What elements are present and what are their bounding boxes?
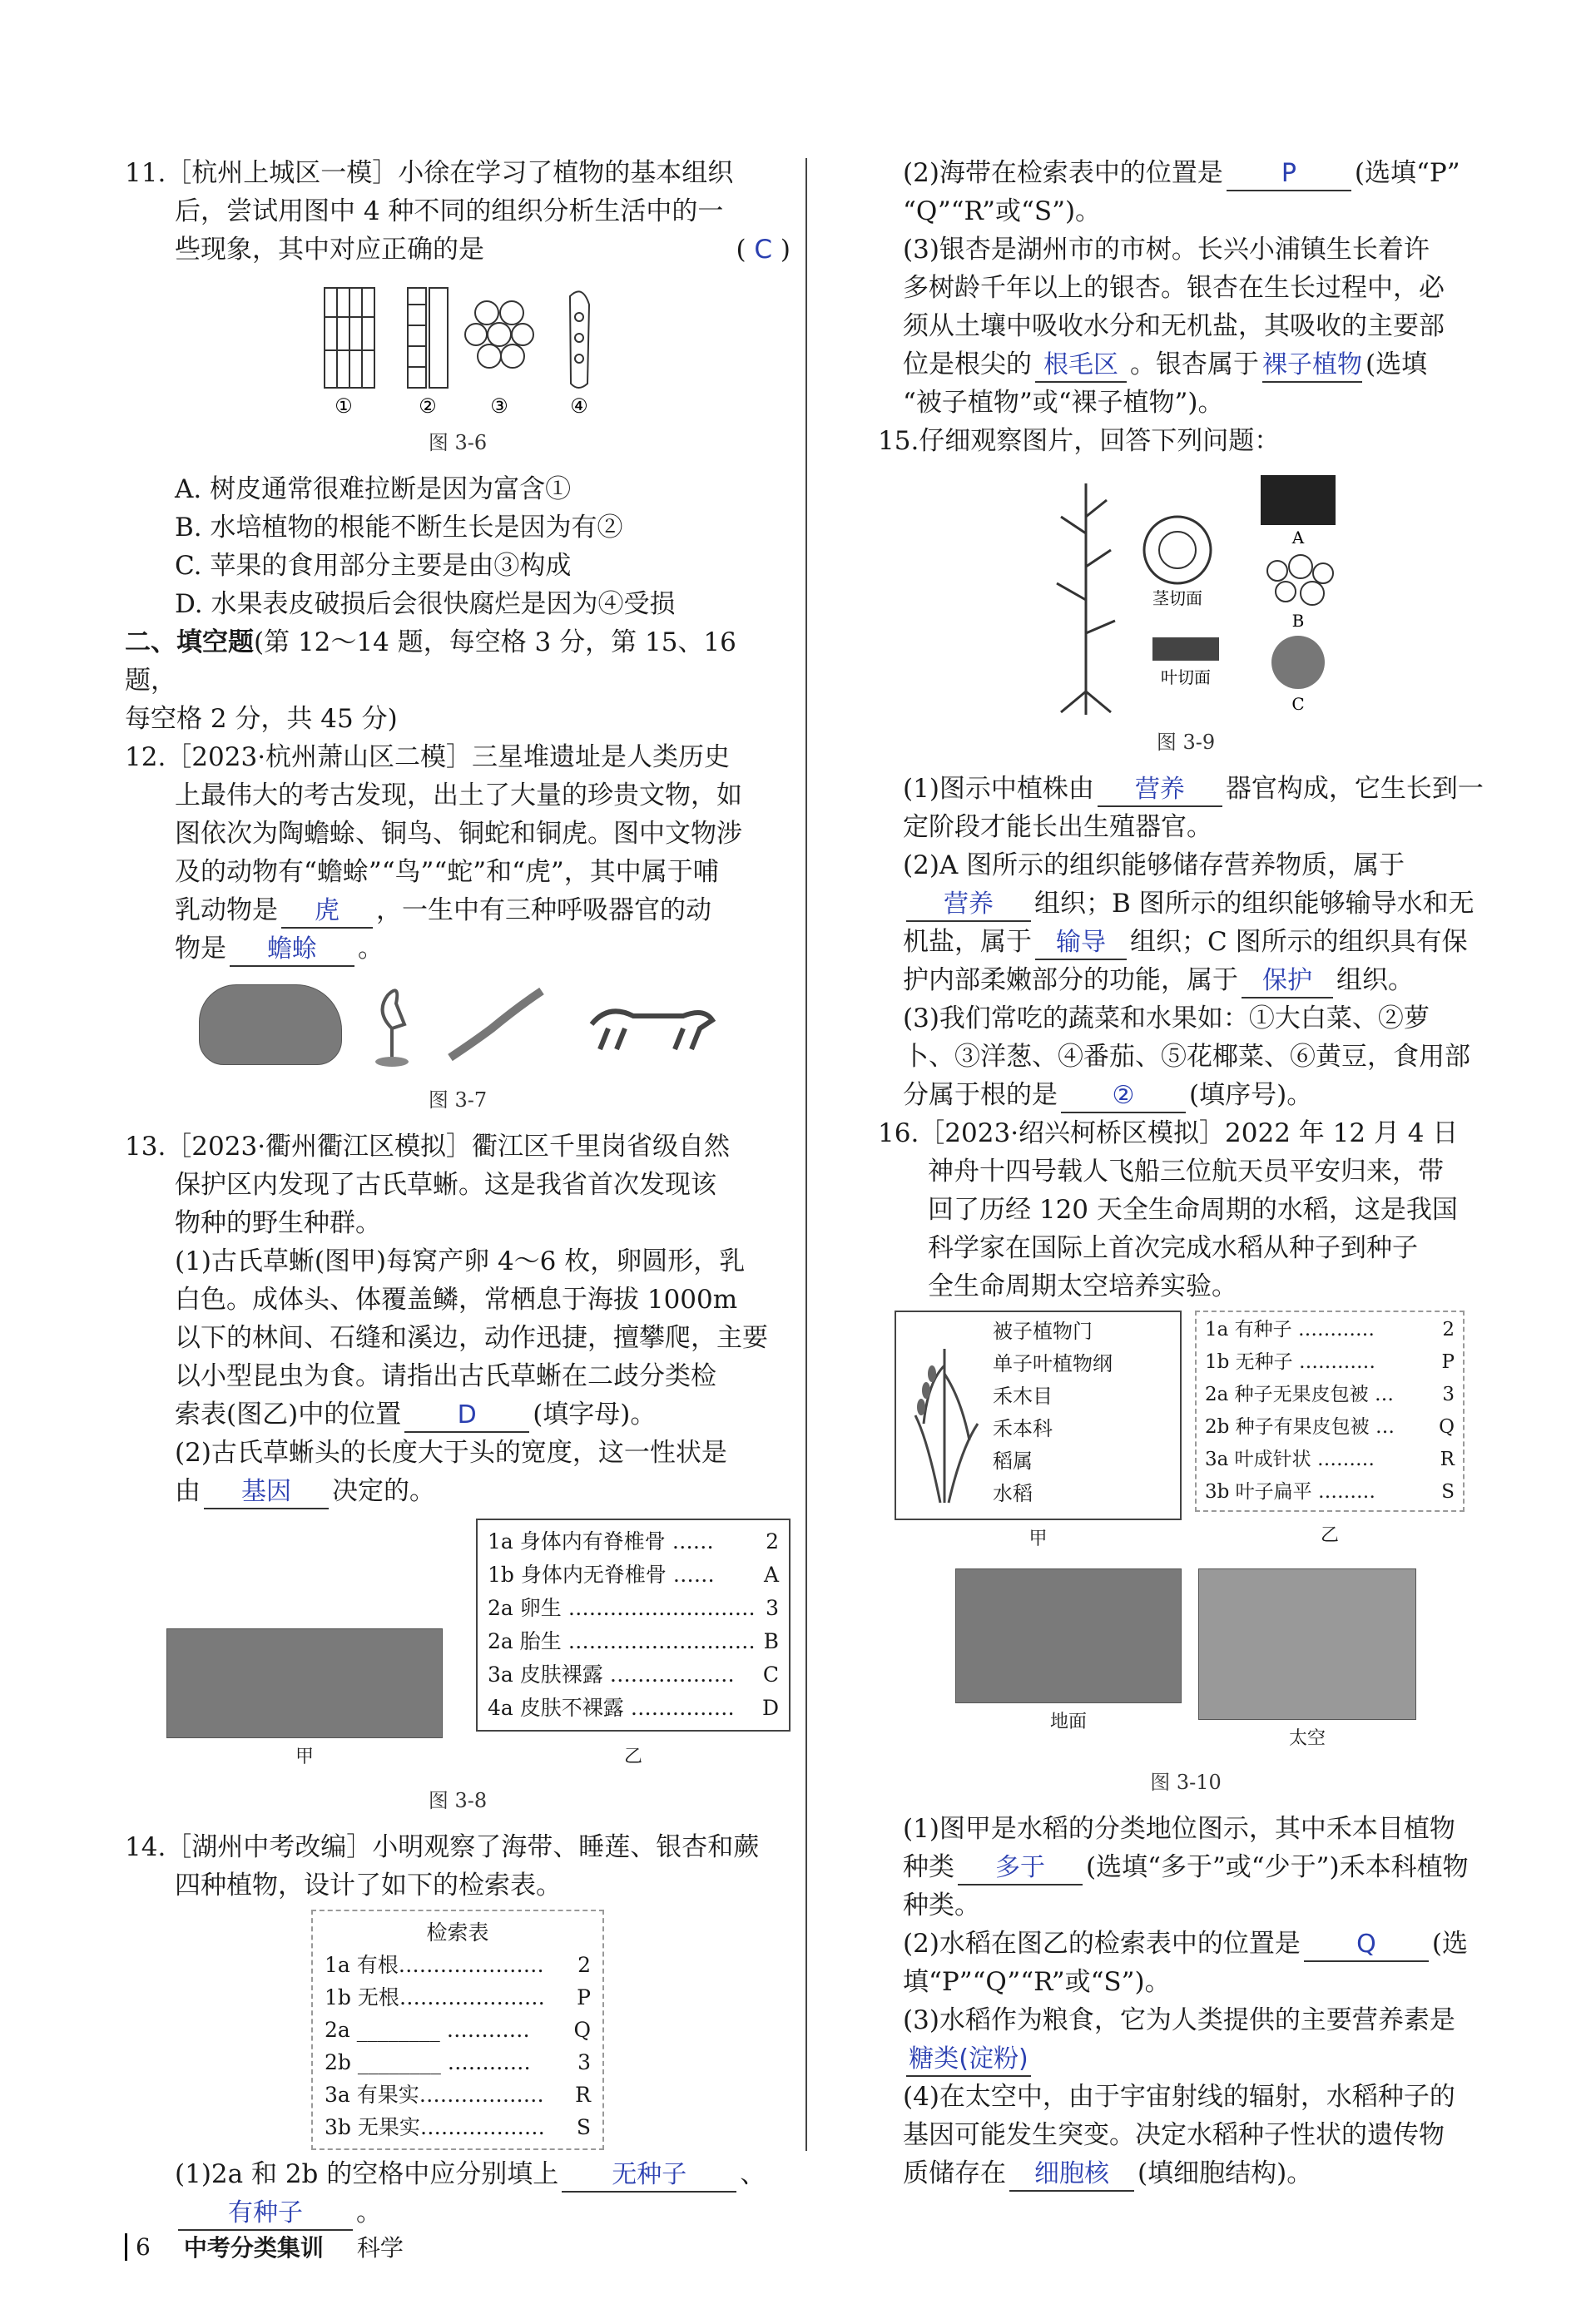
plant-section-diagram (1011, 467, 1361, 716)
q16-line: 科学家在国际上首次完成水稻从种子到种子 (928, 1233, 1418, 1263)
figure-3-7 (125, 974, 791, 1074)
taxon-class: 单子叶植物纲 (993, 1352, 1113, 1375)
fig-label: ② (419, 394, 437, 417)
question-15 (878, 422, 1494, 1114)
key-row: 1b 身体内无脊椎骨 …… A (488, 1563, 779, 1587)
page-number: 6 (125, 2233, 151, 2261)
answer-blank: Q (1304, 1929, 1429, 1962)
q13-line: 由 基因 决定的。 (125, 1472, 791, 1510)
q11-stem-line: 后，尝试用图中 4 种不同的组织分析生活中的一 (175, 196, 724, 226)
answer-blank: 虎 (281, 895, 373, 929)
figure-3-6 (125, 275, 791, 417)
figure-caption: 图 3-7 (428, 1088, 488, 1112)
q11-stem-line: 11.［杭州上城区一模］小徐在学习了植物的基本组织 (125, 158, 734, 188)
section-heading: 二、填空题(第 12～14 题，每空格 3 分，第 15、16 题， (125, 627, 736, 696)
pottery-toad-image (199, 984, 342, 1065)
taxon-genus: 稻属 (993, 1449, 1033, 1473)
question-13 (125, 1127, 791, 1820)
q16-line: 基因可能发生突变。决定水稻种子性状的遗传物 (903, 2120, 1445, 2150)
taxon-phylum: 被子植物门 (993, 1320, 1093, 1343)
key-row: 2a 卵生 ……………………… 3 (488, 1596, 779, 1620)
q16-line: 填“P”“Q”“R”或“S”)。 (903, 1967, 1171, 1997)
q16-line (878, 2039, 1494, 2078)
q14-line: (3)银杏是湖州市的市树。长兴小浦镇生长着许 (903, 235, 1430, 265)
answer-blank: 糖类(淀粉) (906, 2044, 1031, 2077)
question-14-continued (878, 154, 1494, 422)
taxon-family: 禾本科 (993, 1417, 1053, 1440)
section-fill-in (125, 623, 791, 738)
q14-line: 有种子 。 (125, 2193, 791, 2232)
answer-blank: 基因 (204, 1476, 329, 1509)
answer-blank: 营养 (906, 889, 1031, 922)
q16-line: 回了历经 120 天全生命周期的水稻，这是我国 (928, 1195, 1458, 1225)
q15-line: 卜、③洋葱、④番茄、⑤花椰菜、⑥黄豆，食用部 (903, 1042, 1470, 1072)
key-row: 1a 身体内有脊椎骨 …… 2 (488, 1529, 779, 1553)
plant-tissue-drawings (291, 280, 624, 417)
book-title: 中考分类集训 (183, 2234, 324, 2262)
key-row: 2b ________ ………… 3 (325, 2050, 591, 2074)
answer-blank: 营养 (1098, 774, 1222, 807)
fig-label-a: A (1291, 528, 1305, 548)
ground-rice-photo (955, 1568, 1182, 1703)
fig-label-b: B (1291, 611, 1305, 631)
q12-line: 图依次为陶蟾蜍、铜鸟、铜蛇和铜虎。图中文物涉 (175, 819, 742, 849)
q15-line: (2)A 图所示的组织能够储存营养物质，属于 (903, 850, 1405, 880)
fig-label-c: C (1291, 694, 1305, 714)
figure-3-10-top (895, 1311, 1494, 1558)
q13-line: (2)古氏草蜥头的长度大于头的宽度，这一性状是 (175, 1438, 727, 1468)
rice-plant-drawing (903, 1316, 986, 1507)
q11-option-c: C. 苹果的食用部分主要是由③构成 (175, 551, 572, 581)
q11-option-b: B. 水培植物的根能不断生长是因为有② (175, 513, 623, 543)
q14-line: 14.［湖州中考改编］小明观察了海带、睡莲、银杏和蕨 (125, 1832, 760, 1862)
label-space: 太空 (1288, 1728, 1326, 1749)
bronze-bird-image (367, 979, 417, 1070)
key-row: 2a 胎生 ……………………… B (488, 1629, 779, 1653)
q14-line: “被子植物”或“裸子植物”)。 (903, 388, 1224, 418)
label-jia: 甲 (1028, 1529, 1048, 1549)
q15-line: (1)图示中植株由 营养 器官构成，它生长到一 (878, 770, 1494, 808)
q15-line: 分属于根的是 ② (填序号)。 (878, 1076, 1494, 1114)
q15-stem: 15.仔细观察图片，回答下列问题： (878, 426, 1281, 456)
key-row: 2a 种子无果皮包被 … 3 (1205, 1384, 1455, 1405)
q13-line: 白色。成体头、体覆盖鳞，常栖息于海拔 1000m (175, 1285, 738, 1315)
key-row: 1a 有根………………… 2 (325, 1953, 591, 1977)
key-row: 3b 叶子扁平 ……… S (1205, 1481, 1455, 1503)
q11-stem-line: 些现象，其中对应正确的是 ( C ) (175, 235, 791, 265)
figure-3-8 (125, 1519, 791, 1776)
q14-line: 位是根尖的 根毛区 。银杏属于 裸子植物 (选填 (878, 345, 1494, 384)
figure-3-9 (878, 467, 1494, 716)
q13-line: 物种的野生种群。 (175, 1208, 381, 1238)
key-table (311, 1910, 604, 2150)
answer-blank: 根毛区 (1035, 349, 1127, 383)
q13-line: 以小型昆虫为食。请指出古氏草蜥在二歧分类检 (175, 1361, 716, 1391)
q16-line: 种类 多于 (选填“多于”或“少于”)禾本科植物 (878, 1848, 1494, 1886)
right-column (878, 154, 1494, 2193)
fig-label: ③ (490, 394, 508, 417)
bronze-snake-image (442, 983, 550, 1066)
q12-line: 及的动物有“蟾蜍”“鸟”“蛇”和“虎”，其中属于哺 (175, 857, 719, 887)
bronze-tiger-image (575, 991, 716, 1058)
fig-label: ④ (570, 394, 588, 417)
answer-blank: 裸子植物 (1262, 349, 1362, 383)
key-row: 1b 无种子 ………… P (1205, 1351, 1455, 1373)
q14-line: (2)海带在检索表中的位置是 P (选填“P” (878, 154, 1494, 192)
stem-section-label: 茎切面 (1152, 588, 1202, 608)
key-row: 2b 种子有果皮包被 … Q (1205, 1416, 1455, 1438)
key-title: 检索表 (426, 1920, 489, 1945)
left-column (125, 154, 791, 2232)
figure-caption: 图 3-8 (428, 1789, 488, 1812)
q16-line: (4)在太空中，由于宇宙射线的辐射，水稻种子的 (903, 2082, 1455, 2112)
q16-line: 全生命周期太空培养实验。 (928, 1271, 1237, 1301)
q16-line: 种类。 (903, 1890, 980, 1920)
space-rice-photo (1198, 1568, 1416, 1720)
subject-label: 科学 (356, 2234, 404, 2262)
q12-line: 物是 蟾蜍 。 (125, 929, 791, 968)
taxon-order: 禾木目 (993, 1385, 1053, 1408)
leaf-section-label: 叶切面 (1161, 667, 1211, 687)
key-row: 4a 皮肤不裸露 …………… D (488, 1696, 779, 1720)
answer-blank: ② (1061, 1080, 1186, 1113)
q15-line: 护内部柔嫩部分的功能，属于 保护 组织。 (878, 961, 1494, 999)
answer-blank: 蟾蜍 (230, 934, 354, 967)
question-14 (125, 1828, 791, 2232)
q15-line: 机盐，属于 输导 组织；C 图所示的组织具有保 (878, 923, 1494, 961)
key-row: 3a 有果实……………… R (325, 2083, 591, 2107)
q16-line: (1)图甲是水稻的分类地位图示，其中禾本目植物 (903, 1814, 1455, 1844)
column-divider (805, 158, 807, 2151)
figure-caption: 图 3-6 (428, 431, 488, 454)
label-yi: 乙 (1320, 1525, 1339, 1546)
key-row: 3b 无果实……………… S (325, 2115, 591, 2139)
question-11 (125, 154, 791, 623)
question-16 (878, 1114, 1494, 2193)
question-12 (125, 738, 791, 1119)
q15-line: 定阶段才能长出生殖器官。 (903, 812, 1212, 842)
answer-blank: 有种子 (178, 2198, 353, 2231)
q13-line: 索表(图乙)中的位置 D (填字母)。 (125, 1395, 791, 1434)
q14-line: “Q”“R”或“S”)。 (903, 196, 1102, 226)
answer-blank: 细胞核 (1009, 2158, 1134, 2192)
q11-option-d: D. 水果表皮破损后会很快腐烂是因为④受损 (175, 589, 676, 619)
key-row: 3a 皮肤裸露 ……………… C (488, 1662, 779, 1687)
q12-line: 12.［2023·杭州萧山区二模］三星堆遗址是人类历史 (125, 742, 731, 772)
answer-blank: 多于 (958, 1852, 1083, 1885)
answer-blank: D (404, 1400, 529, 1433)
key-row: 3a 叶成针状 ……… R (1205, 1449, 1455, 1470)
page-footer (125, 2230, 404, 2263)
dichotomous-key-table (476, 1519, 791, 1732)
q16-line: (3)水稻作为粮食，它为人类提供的主要营养素是 (903, 2005, 1455, 2035)
q14-line: 多树龄千年以上的银杏。银杏在生长过程中，必 (903, 273, 1445, 303)
lizard-photo (166, 1628, 443, 1738)
q11-answer: C (754, 235, 773, 265)
q15-line: 营养 组织；B 图所示的组织能够输导水和无 (878, 885, 1494, 923)
answer-blank: 输导 (1035, 927, 1127, 960)
figure-3-10-bottom (878, 1568, 1494, 1758)
key-row: 2a ________ ………… Q (325, 2018, 591, 2042)
key-row: 1b 无根………………… P (325, 1985, 591, 2009)
label-ground: 地面 (1049, 1712, 1087, 1732)
q15-line: (3)我们常吃的蔬菜和水果如：①大白菜、②萝 (903, 1003, 1430, 1033)
q16-line: 神舟十四号载人飞船三位航天员平安归来，带 (928, 1157, 1444, 1187)
q13-line: 以下的林间、石缝和溪边，动作迅捷，擅攀爬，主要 (175, 1323, 768, 1353)
q14-line: 四种植物，设计了如下的检索表。 (175, 1871, 562, 1900)
label-yi: 乙 (623, 1747, 642, 1767)
answer-blank: 无种子 (562, 2159, 736, 2193)
rice-taxonomy-box (895, 1311, 1182, 1520)
q12-line: 上最伟大的考古发现，出土了大量的珍贵文物，如 (175, 780, 742, 810)
figure-caption: 图 3-10 (1150, 1771, 1222, 1794)
figure-caption: 图 3-9 (1156, 731, 1216, 754)
fig-label: ① (335, 394, 353, 417)
answer-blank: P (1227, 158, 1351, 191)
q16-line: 16.［2023·绍兴柯桥区模拟］2022 年 12 月 4 日 (878, 1118, 1459, 1148)
taxon-species: 水稻 (993, 1482, 1033, 1505)
answer-blank: 保护 (1242, 965, 1333, 998)
key-row: 1a 有种子 ………… 2 (1205, 1319, 1455, 1340)
q16-line: 质储存在 细胞核 (填细胞结构)。 (878, 2154, 1494, 2193)
q11-option-a: A. 树皮通常很难拉断是因为富含① (175, 474, 572, 504)
q14-line: (1)2a 和 2b 的空格中应分别填上 无种子 、 (125, 2155, 791, 2193)
label-jia: 甲 (295, 1747, 314, 1767)
q12-line: 乳动物是 虎 ，一生中有三种呼吸器官的动 (125, 891, 791, 929)
q13-line: (1)古氏草蜥(图甲)每窝产卵 4～6 枚，卵圆形，乳 (175, 1246, 746, 1276)
section-desc: 每空格 2 分，共 45 分) (125, 704, 398, 734)
rice-key-table (1195, 1311, 1465, 1512)
q14-line: 须从土壤中吸收水分和无机盐，其吸收的主要部 (903, 311, 1445, 341)
q16-line: (2)水稻在图乙的检索表中的位置是 Q (选 (878, 1925, 1494, 1963)
q13-line: 13.［2023·衢州衢江区模拟］衢江区千里岗省级自然 (125, 1132, 731, 1162)
q13-line: 保护区内发现了古氏草蜥。这是我省首次发现该 (175, 1170, 716, 1200)
